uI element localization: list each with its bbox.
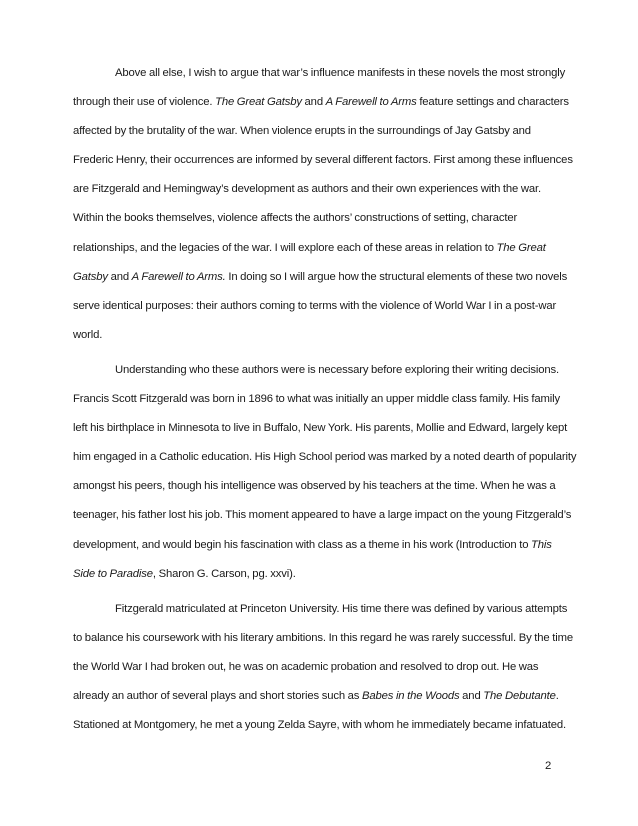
text-run: world. [73,328,103,341]
text-run: Understanding who these authors were is necessary before exploring their writing decisions. [115,363,559,376]
text-line [73,414,573,443]
text-run: Within the books themselves, violence affects the authors’ constructions of setting, character [73,212,518,225]
text-line [73,356,573,385]
text-run: Frederic Henry, their occurrences are informed by several different factors. First among these influences [73,154,573,167]
text-run: feature settings and characters [416,96,569,109]
text-line [73,682,573,711]
italic-title: Babes in the Woods [361,689,460,702]
text-line [73,501,573,530]
text-run: and [301,96,326,109]
text-line [73,59,573,88]
text-run: him engaged in a Catholic education. His High School period was marked by a noted dearth of popularity [73,451,577,464]
text-line [73,531,573,560]
text-run: Above all else, I wish to argue that war’s influence manifests in these novels the most strongly [115,67,566,79]
text-line [73,117,573,146]
text-run: Fitzgerald matriculated at Princeton University. His time there was defined by various attempts [115,602,568,615]
italic-title: A Farewell to Arms. [131,270,226,283]
text-run: . [555,689,559,702]
italic-title: Side to Paradise [73,567,153,580]
text-line [73,560,573,589]
text-line [73,263,573,292]
text-line [73,653,573,682]
italic-title: A Farewell to Arms [325,96,417,109]
text-run: and [107,270,132,283]
page-number: 2 [545,760,552,772]
text-run: In doing so I will argue how the structural elements of these two novels [225,270,568,283]
text-line [73,321,573,350]
text-line [73,88,573,117]
text-line [73,711,573,740]
text-run: affected by the brutality of the war. When violence erupts in the surroundings of Jay Gatsby and [73,125,531,138]
text-line [73,175,573,204]
text-line [73,624,573,653]
text-run: relationships, and the legacies of the war. I will explore each of these areas in relation to [73,241,497,254]
text-run: left his birthplace in Minnesota to live in Buffalo, New York. His parents, Mollie and Edward, largely kept [73,422,568,435]
text-run: to balance his coursework with his literary ambitions. In this regard he was rarely successful. By the time [73,631,573,644]
italic-title: The Debutante [483,689,556,702]
text-line [73,443,577,472]
text-line [73,385,573,414]
text-run: through their use of violence. [73,96,216,109]
body-text [73,59,577,746]
text-run: development, and would begin his fascination with class as a theme in his work (Introduction to [73,538,532,551]
text-line [73,472,573,501]
paragraph [73,59,573,350]
text-line [73,204,573,233]
italic-title: The Great [496,241,546,254]
text-run: teenager, his father lost his job. This moment appeared to have a large impact on the young Fitzgerald’s [73,509,572,522]
italic-title: The Great Gatsby [215,96,302,109]
text-run: Francis Scott Fitzgerald was born in 1896 to what was initially an upper middle class family. His family [73,393,561,406]
text-line [73,146,573,175]
text-run: already an author of several plays and short stories such as [73,689,362,702]
text-run: amongst his peers, though his intelligence was observed by his teachers at the time. When he was a [73,480,556,493]
text-run: Stationed at Montgomery, he met a young Zelda Sayre, with whom he immediately became infatuated. [73,719,566,732]
paragraph [73,595,573,740]
paragraph [73,356,577,589]
text-run: the World War I had broken out, he was on academic probation and resolved to drop out. He was [73,660,539,673]
text-line [73,292,573,321]
text-run: serve identical purposes: their authors coming to terms with the violence of World War I in a post-war [73,299,557,312]
text-run: and [459,689,484,702]
italic-title: Gatsby [73,270,108,283]
text-run: , Sharon G. Carson, pg. xxvi). [152,567,296,580]
text-line [73,234,573,263]
text-line [73,595,573,624]
italic-title: This [531,538,552,551]
text-run: are Fitzgerald and Hemingway’s development as authors and their own experiences with the war. [73,183,541,196]
